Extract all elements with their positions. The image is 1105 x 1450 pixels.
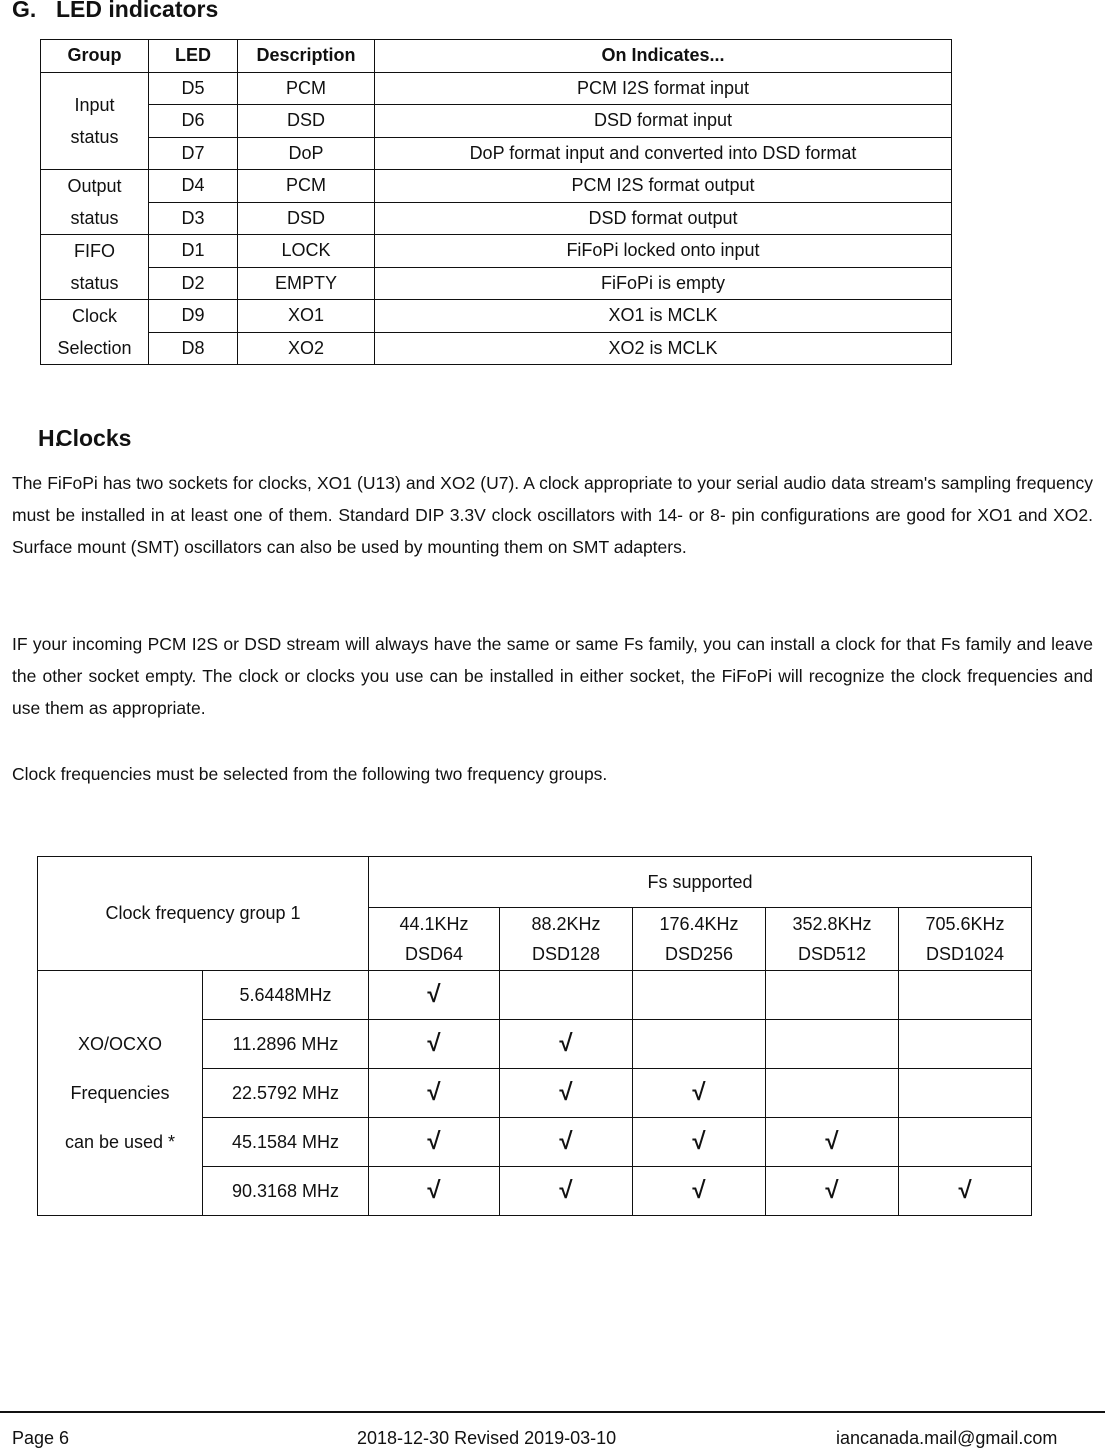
frequency-cell: 11.2896 MHz bbox=[203, 1020, 369, 1069]
empty-cell bbox=[633, 971, 766, 1020]
description-cell: PCM bbox=[238, 170, 375, 203]
fs-column-header bbox=[766, 908, 899, 971]
check-cell bbox=[369, 1020, 500, 1069]
footer-date: 2018-12-30 Revised 2019-03-10 bbox=[357, 1428, 617, 1448]
check-cell bbox=[500, 1167, 633, 1216]
table-header-row bbox=[38, 857, 1032, 908]
fs-rate: 705.6KHz bbox=[925, 914, 1005, 934]
check-mark-icon: √ bbox=[427, 981, 441, 1008]
led-cell: D3 bbox=[149, 202, 238, 235]
fs-rate: 352.8KHz bbox=[792, 914, 872, 934]
check-mark-icon: √ bbox=[825, 1128, 839, 1155]
dsd-rate: DSD128 bbox=[531, 944, 601, 964]
check-cell bbox=[633, 1118, 766, 1167]
empty-cell bbox=[899, 1069, 1032, 1118]
empty-cell bbox=[766, 1069, 899, 1118]
footer-page-number: Page 6 bbox=[12, 1428, 70, 1448]
fs-column-header bbox=[633, 908, 766, 971]
indicates-cell: PCM I2S format input bbox=[375, 72, 952, 105]
indicates-cell: DoP format input and converted into DSD format bbox=[375, 137, 952, 170]
check-cell bbox=[633, 1167, 766, 1216]
description-cell: LOCK bbox=[238, 235, 375, 268]
indicates-cell: FiFoPi is empty bbox=[375, 267, 952, 300]
group-cell bbox=[41, 170, 149, 235]
description-cell: DSD bbox=[238, 105, 375, 138]
indicates-cell: PCM I2S format output bbox=[375, 170, 952, 203]
check-cell bbox=[633, 1069, 766, 1118]
indicates-cell: XO2 is MCLK bbox=[375, 332, 952, 365]
empty-cell bbox=[633, 1020, 766, 1069]
group-label: Clock Selection bbox=[57, 306, 132, 358]
side-label-line: Frequencies bbox=[70, 1082, 170, 1103]
fs-rate: 44.1KHz bbox=[399, 914, 469, 934]
table-row bbox=[38, 971, 1032, 1020]
indicates-cell: XO1 is MCLK bbox=[375, 300, 952, 333]
dsd-rate: DSD256 bbox=[664, 944, 734, 964]
indicates-cell: DSD format input bbox=[375, 105, 952, 138]
check-mark-icon: √ bbox=[427, 1079, 441, 1106]
description-cell: XO1 bbox=[238, 300, 375, 333]
dsd-rate: DSD64 bbox=[405, 944, 464, 964]
description-cell: XO2 bbox=[238, 332, 375, 365]
description-cell: DSD bbox=[238, 202, 375, 235]
indicates-cell: FiFoPi locked onto input bbox=[375, 235, 952, 268]
check-mark-icon: √ bbox=[825, 1177, 839, 1204]
empty-cell bbox=[899, 971, 1032, 1020]
led-cell: D4 bbox=[149, 170, 238, 203]
fs-rate: 88.2KHz bbox=[531, 914, 601, 934]
table-row bbox=[41, 72, 952, 105]
check-mark-icon: √ bbox=[692, 1177, 706, 1204]
clock-frequency-table bbox=[37, 856, 1032, 1216]
header-cell: On Indicates... bbox=[375, 40, 952, 73]
header-cell: Description bbox=[238, 40, 375, 73]
table-row bbox=[41, 105, 952, 138]
led-cell: D5 bbox=[149, 72, 238, 105]
check-mark-icon: √ bbox=[692, 1128, 706, 1155]
section-g-heading bbox=[12, 0, 218, 23]
check-mark-icon: √ bbox=[692, 1079, 706, 1106]
empty-cell bbox=[500, 971, 633, 1020]
fs-column-header bbox=[899, 908, 1032, 971]
dsd-rate: DSD512 bbox=[797, 944, 867, 964]
table-row bbox=[41, 267, 952, 300]
table-row bbox=[41, 170, 952, 203]
group-label: FIFO status bbox=[70, 241, 119, 293]
empty-cell bbox=[766, 971, 899, 1020]
paragraph: The FiFoPi has two sockets for clocks, XO1 (U13) and XO2 (U7). A clock appropriate to your serial audio data stream's sampling frequency must be installed in at least one of them. Standard DIP 3.3V clock oscillators with 14- or 8- pin configurations are good for XO1 and XO2. Surface mount (SMT) oscillators can also be used by mounting them on SMT adapters. bbox=[12, 473, 1093, 557]
check-cell bbox=[500, 1020, 633, 1069]
table-header-row bbox=[41, 40, 952, 73]
check-mark-icon: √ bbox=[427, 1128, 441, 1155]
footer-rule bbox=[0, 1411, 1105, 1413]
description-cell: PCM bbox=[238, 72, 375, 105]
check-cell bbox=[369, 1167, 500, 1216]
check-cell bbox=[369, 971, 500, 1020]
frequency-cell: 5.6448MHz bbox=[203, 971, 369, 1020]
check-mark-icon: √ bbox=[559, 1030, 573, 1057]
empty-cell bbox=[899, 1020, 1032, 1069]
section-title: Clocks bbox=[56, 425, 132, 451]
led-indicator-table bbox=[40, 39, 952, 365]
check-mark-icon: √ bbox=[559, 1177, 573, 1204]
frequency-cell: 90.3168 MHz bbox=[203, 1167, 369, 1216]
section-letter: G. bbox=[12, 0, 37, 22]
group-cell bbox=[41, 300, 149, 365]
paragraph: IF your incoming PCM I2S or DSD stream will always have the same or same Fs family, you can install a clock for that Fs family and leave the other socket empty. The clock or clocks you use can be installed in either socket, the FiFoPi will recognize the clock frequencies and use them as appropriate. bbox=[12, 634, 1093, 718]
header-cell: LED bbox=[149, 40, 238, 73]
table-row bbox=[41, 235, 952, 268]
frequency-cell: 45.1584 MHz bbox=[203, 1118, 369, 1167]
check-mark-icon: √ bbox=[427, 1030, 441, 1057]
empty-cell bbox=[766, 1020, 899, 1069]
led-cell: D8 bbox=[149, 332, 238, 365]
group-cell bbox=[41, 235, 149, 300]
side-label-line: XO/OCXO bbox=[77, 1033, 162, 1054]
section-h-heading bbox=[38, 425, 131, 452]
check-mark-icon: √ bbox=[559, 1079, 573, 1106]
side-label-line: can be used * bbox=[64, 1131, 176, 1152]
check-mark-icon: √ bbox=[559, 1128, 573, 1155]
header-cell: Group bbox=[41, 40, 149, 73]
dsd-rate: DSD1024 bbox=[926, 944, 1005, 964]
group-cell bbox=[41, 72, 149, 170]
check-cell bbox=[766, 1118, 899, 1167]
frequency-cell: 22.5792 MHz bbox=[203, 1069, 369, 1118]
empty-cell bbox=[899, 1118, 1032, 1167]
check-cell bbox=[369, 1069, 500, 1118]
group-label-cell: Clock frequency group 1 bbox=[38, 857, 369, 971]
indicates-cell: DSD format output bbox=[375, 202, 952, 235]
table-row bbox=[41, 137, 952, 170]
led-cell: D1 bbox=[149, 235, 238, 268]
led-cell: D2 bbox=[149, 267, 238, 300]
section-letter: H. bbox=[38, 425, 61, 451]
check-cell bbox=[500, 1118, 633, 1167]
table-row bbox=[41, 300, 952, 333]
description-cell: DoP bbox=[238, 137, 375, 170]
fs-column-header bbox=[369, 908, 500, 971]
side-label-cell bbox=[38, 971, 203, 1216]
footer-email: iancanada.mail@gmail.com bbox=[836, 1428, 1058, 1448]
check-cell bbox=[500, 1069, 633, 1118]
fs-rate: 176.4KHz bbox=[659, 914, 739, 934]
led-cell: D7 bbox=[149, 137, 238, 170]
group-label: Input status bbox=[70, 94, 119, 147]
check-cell bbox=[899, 1167, 1032, 1216]
paragraph: Clock frequencies must be selected from the following two frequency groups. bbox=[12, 764, 608, 784]
fs-supported-cell: Fs supported bbox=[369, 857, 1032, 908]
fs-column-header bbox=[500, 908, 633, 971]
description-cell: EMPTY bbox=[238, 267, 375, 300]
led-cell: D6 bbox=[149, 105, 238, 138]
led-cell: D9 bbox=[149, 300, 238, 333]
check-cell bbox=[766, 1167, 899, 1216]
table-row bbox=[41, 202, 952, 235]
group-label: Output status bbox=[67, 176, 122, 228]
section-title: LED indicators bbox=[56, 0, 219, 22]
table-row bbox=[41, 332, 952, 365]
check-mark-icon: √ bbox=[427, 1177, 441, 1204]
check-mark-icon: √ bbox=[958, 1177, 972, 1204]
check-cell bbox=[369, 1118, 500, 1167]
